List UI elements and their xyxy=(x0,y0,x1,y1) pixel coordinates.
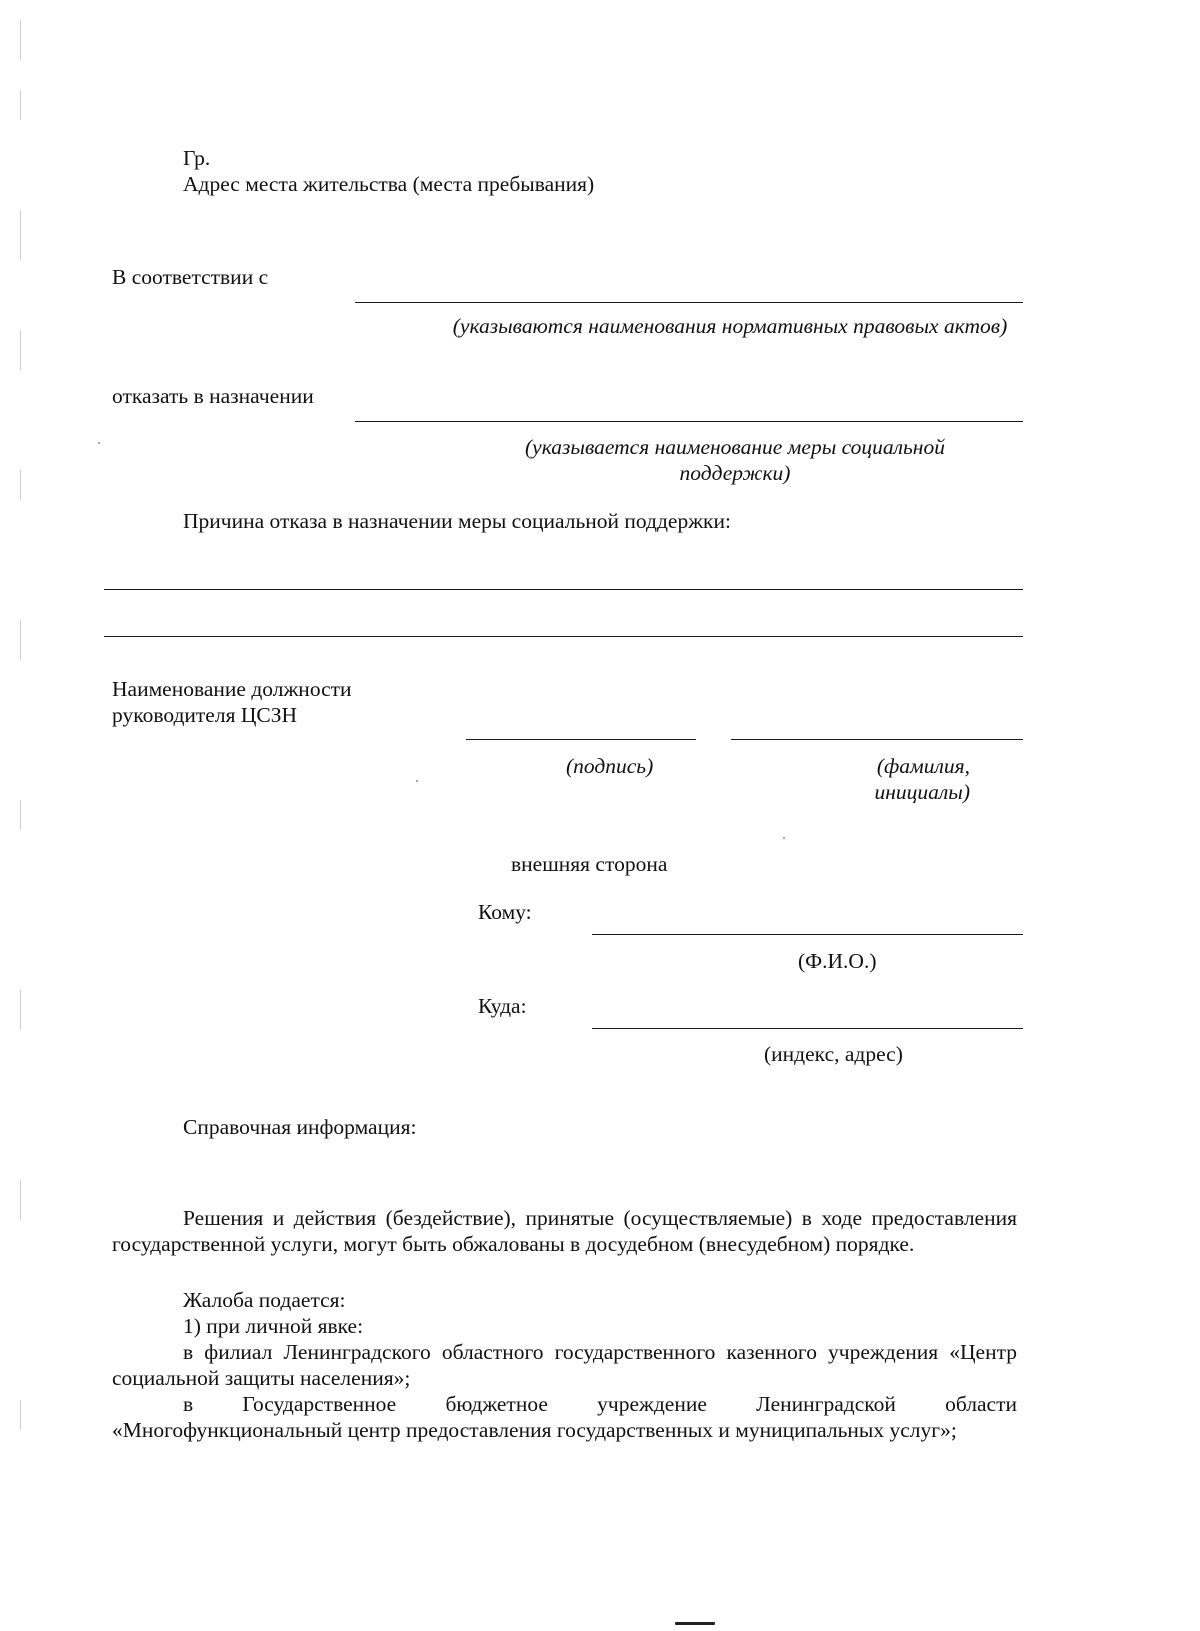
complaint-branch: в филиал Ленинградского областного государственного казенного учреждения «Центр социальной защиты населения»; xyxy=(112,1340,1017,1390)
position-label-line1: Наименование должности xyxy=(112,677,352,701)
where-label: Куда: xyxy=(478,994,527,1018)
scan-edge-mark xyxy=(20,20,21,60)
scan-edge-mark xyxy=(20,800,21,830)
scan-edge-mark xyxy=(20,330,21,370)
envelope-title: внешняя сторона xyxy=(511,852,668,876)
to-hint: (Ф.И.О.) xyxy=(798,949,877,973)
where-blank-line xyxy=(592,1028,1023,1029)
address-label: Адрес места жительства (места пребывания) xyxy=(183,172,595,196)
scan-edge-mark xyxy=(20,620,21,660)
name-hint: (фамилия, инициалы) xyxy=(874,754,970,804)
reason-blank-line-2 xyxy=(104,636,1023,637)
signature-blank-line xyxy=(466,739,696,740)
scan-edge-mark xyxy=(20,990,21,1030)
basis-label: В соответствии с xyxy=(112,265,269,289)
scan-edge-mark xyxy=(20,90,21,120)
scan-speck xyxy=(98,442,100,444)
complaint-item-1: 1) при личной явке: xyxy=(183,1314,364,1338)
scan-speck xyxy=(675,1622,715,1625)
reason-blank-line-1 xyxy=(104,589,1023,590)
refusal-label: отказать в назначении xyxy=(112,384,314,408)
recipient-prefix: Гр. xyxy=(183,146,211,170)
position-label-line2: руководителя ЦСЗН xyxy=(112,703,297,727)
reference-title: Справочная информация: xyxy=(183,1115,417,1139)
scan-speck xyxy=(416,780,418,782)
complaint-mfc: в Государственное бюджетное учреждение Ленинградской области «Многофункциональный центр предоставления государственных и муниципальных услуг»; xyxy=(112,1392,1017,1442)
to-blank-line xyxy=(592,934,1023,935)
complaint-filed: Жалоба подается: xyxy=(183,1288,346,1312)
scan-speck xyxy=(783,837,785,839)
where-hint: (индекс, адрес) xyxy=(764,1042,903,1066)
scan-edge-mark xyxy=(20,210,21,260)
scan-edge-mark xyxy=(20,470,21,500)
basis-blank-line xyxy=(355,302,1023,303)
reason-label: Причина отказа в назначении меры социальной поддержки: xyxy=(183,509,731,533)
refusal-hint: (указывается наименование меры социальной поддержки) xyxy=(525,435,945,485)
refusal-blank-line xyxy=(355,421,1023,422)
signature-hint: (подпись) xyxy=(566,754,654,778)
scan-edge-mark xyxy=(20,1400,21,1430)
scan-edge-mark xyxy=(20,1180,21,1220)
basis-hint: (указываются наименования нормативных правовых актов) xyxy=(452,314,1008,338)
reference-paragraph-1: Решения и действия (бездействие), принятые (осуществляемые) в ходе предоставления государственной услуги, могут быть обжалованы в досудебном (внесудебном) порядке. xyxy=(112,1206,1017,1256)
to-label: Кому: xyxy=(478,900,532,924)
name-blank-line xyxy=(731,739,1023,740)
